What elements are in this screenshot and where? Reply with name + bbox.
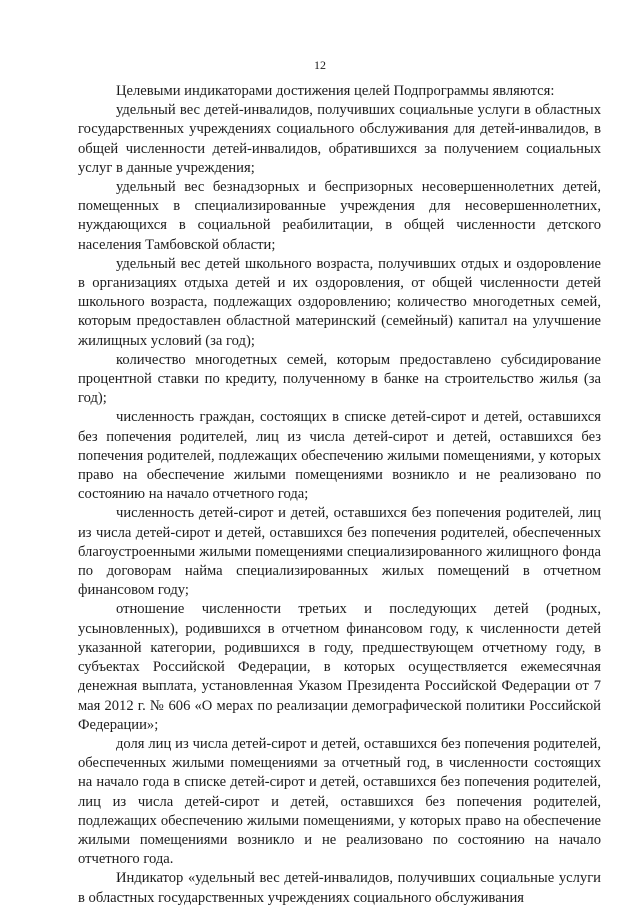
- paragraph-intro: Целевыми индикаторами достижения целей Подпрограммы являются:: [116, 83, 555, 99]
- paragraph-indicator-neglected-minors: удельный вес безнадзорных и беспризорных несовершеннолетних детей, помещенных в специализированные учреждения для несовершеннолетних, нуждающихся в социальной реабилитации, в общей численности детского населения Тамбовской области;: [78, 179, 601, 253]
- paragraph-indicator-school-recreation: удельный вес детей школьного возраста, получивших отдых и оздоровление в организациях отдыха детей и их оздоровления, от общей численности детей школьного возраста, подлежащих оздоровлению; количество многодетных семей, которым предоставлен областной материнский (семейный) капитал на улучшение жилищных условий (за год);: [78, 255, 601, 349]
- document-body: [78, 82, 601, 908]
- paragraph-indicator-third-children-ratio: отношение численности третьих и последующих детей (родных, усыновленных), родившихся в отчетном финансовом году, к численности детей указанной категории, родившихся в году, предшествующем отчетному году, в субъектах Российской Федерации, в которых осуществляется ежемесячная денежная выплата, установленная Указом Президента Российской Федерации от 7 мая 2012 г. № 606 «О мерах по реализации демографической политики Российской Федерации»;: [78, 601, 601, 733]
- paragraph-indicator-orphans-waiting-list: численность граждан, состоящих в списке детей-сирот и детей, оставшихся без попечения родителей, лиц из числа детей-сирот и детей, оставшихся без попечения родителей, подлежащих обеспечению жилыми помещениями, у которых право на обеспечение жилыми помещениями возникло и не реализовано по состоянию на начало отчетного года;: [78, 409, 601, 503]
- paragraph-indicator-orphans-housed: численность детей-сирот и детей, оставшихся без попечения родителей, лиц из числа детей-сирот и детей, оставшихся без попечения родителей, обеспеченных благоустроенными жилыми помещениями специализированного жилищного фонда по договорам найма специализированных жилых помещений в отчетном финансовом году;: [78, 505, 601, 599]
- paragraph-indicator-orphans-share: доля лиц из числа детей-сирот и детей, оставшихся без попечения родителей, обеспеченных жилыми помещениями за отчетный год, в численности состоящих на начало года в списке детей-сирот и детей, оставшихся без попечения родителей, лиц из числа детей-сирот и детей, оставшихся без попечения родителей, подлежащих обеспечению жилыми помещениями, у которых право на обеспечение жилыми помещениями возникло и не реализовано по состоянию на начало отчетного года.: [78, 735, 601, 868]
- paragraph-indicator-disabled-children: удельный вес детей-инвалидов, получивших социальные услуги в областных государственных учреждениях социального обслуживания для детей-инвалидов, в общей численности детей-инвалидов, обратившихся за получением социальных услуг в данные учреждения;: [78, 102, 601, 176]
- paragraph-indicator-definition: Индикатор «удельный вес детей-инвалидов, получивших социальные услуги в областных государственных учреждениях социального обслуживания: [78, 870, 601, 906]
- page-number: 12: [314, 58, 326, 72]
- paragraph-indicator-interest-subsidy: количество многодетных семей, которым предоставлено субсидирование процентной ставки по кредиту, полученному в банке на строительство жилья (за год);: [78, 351, 601, 407]
